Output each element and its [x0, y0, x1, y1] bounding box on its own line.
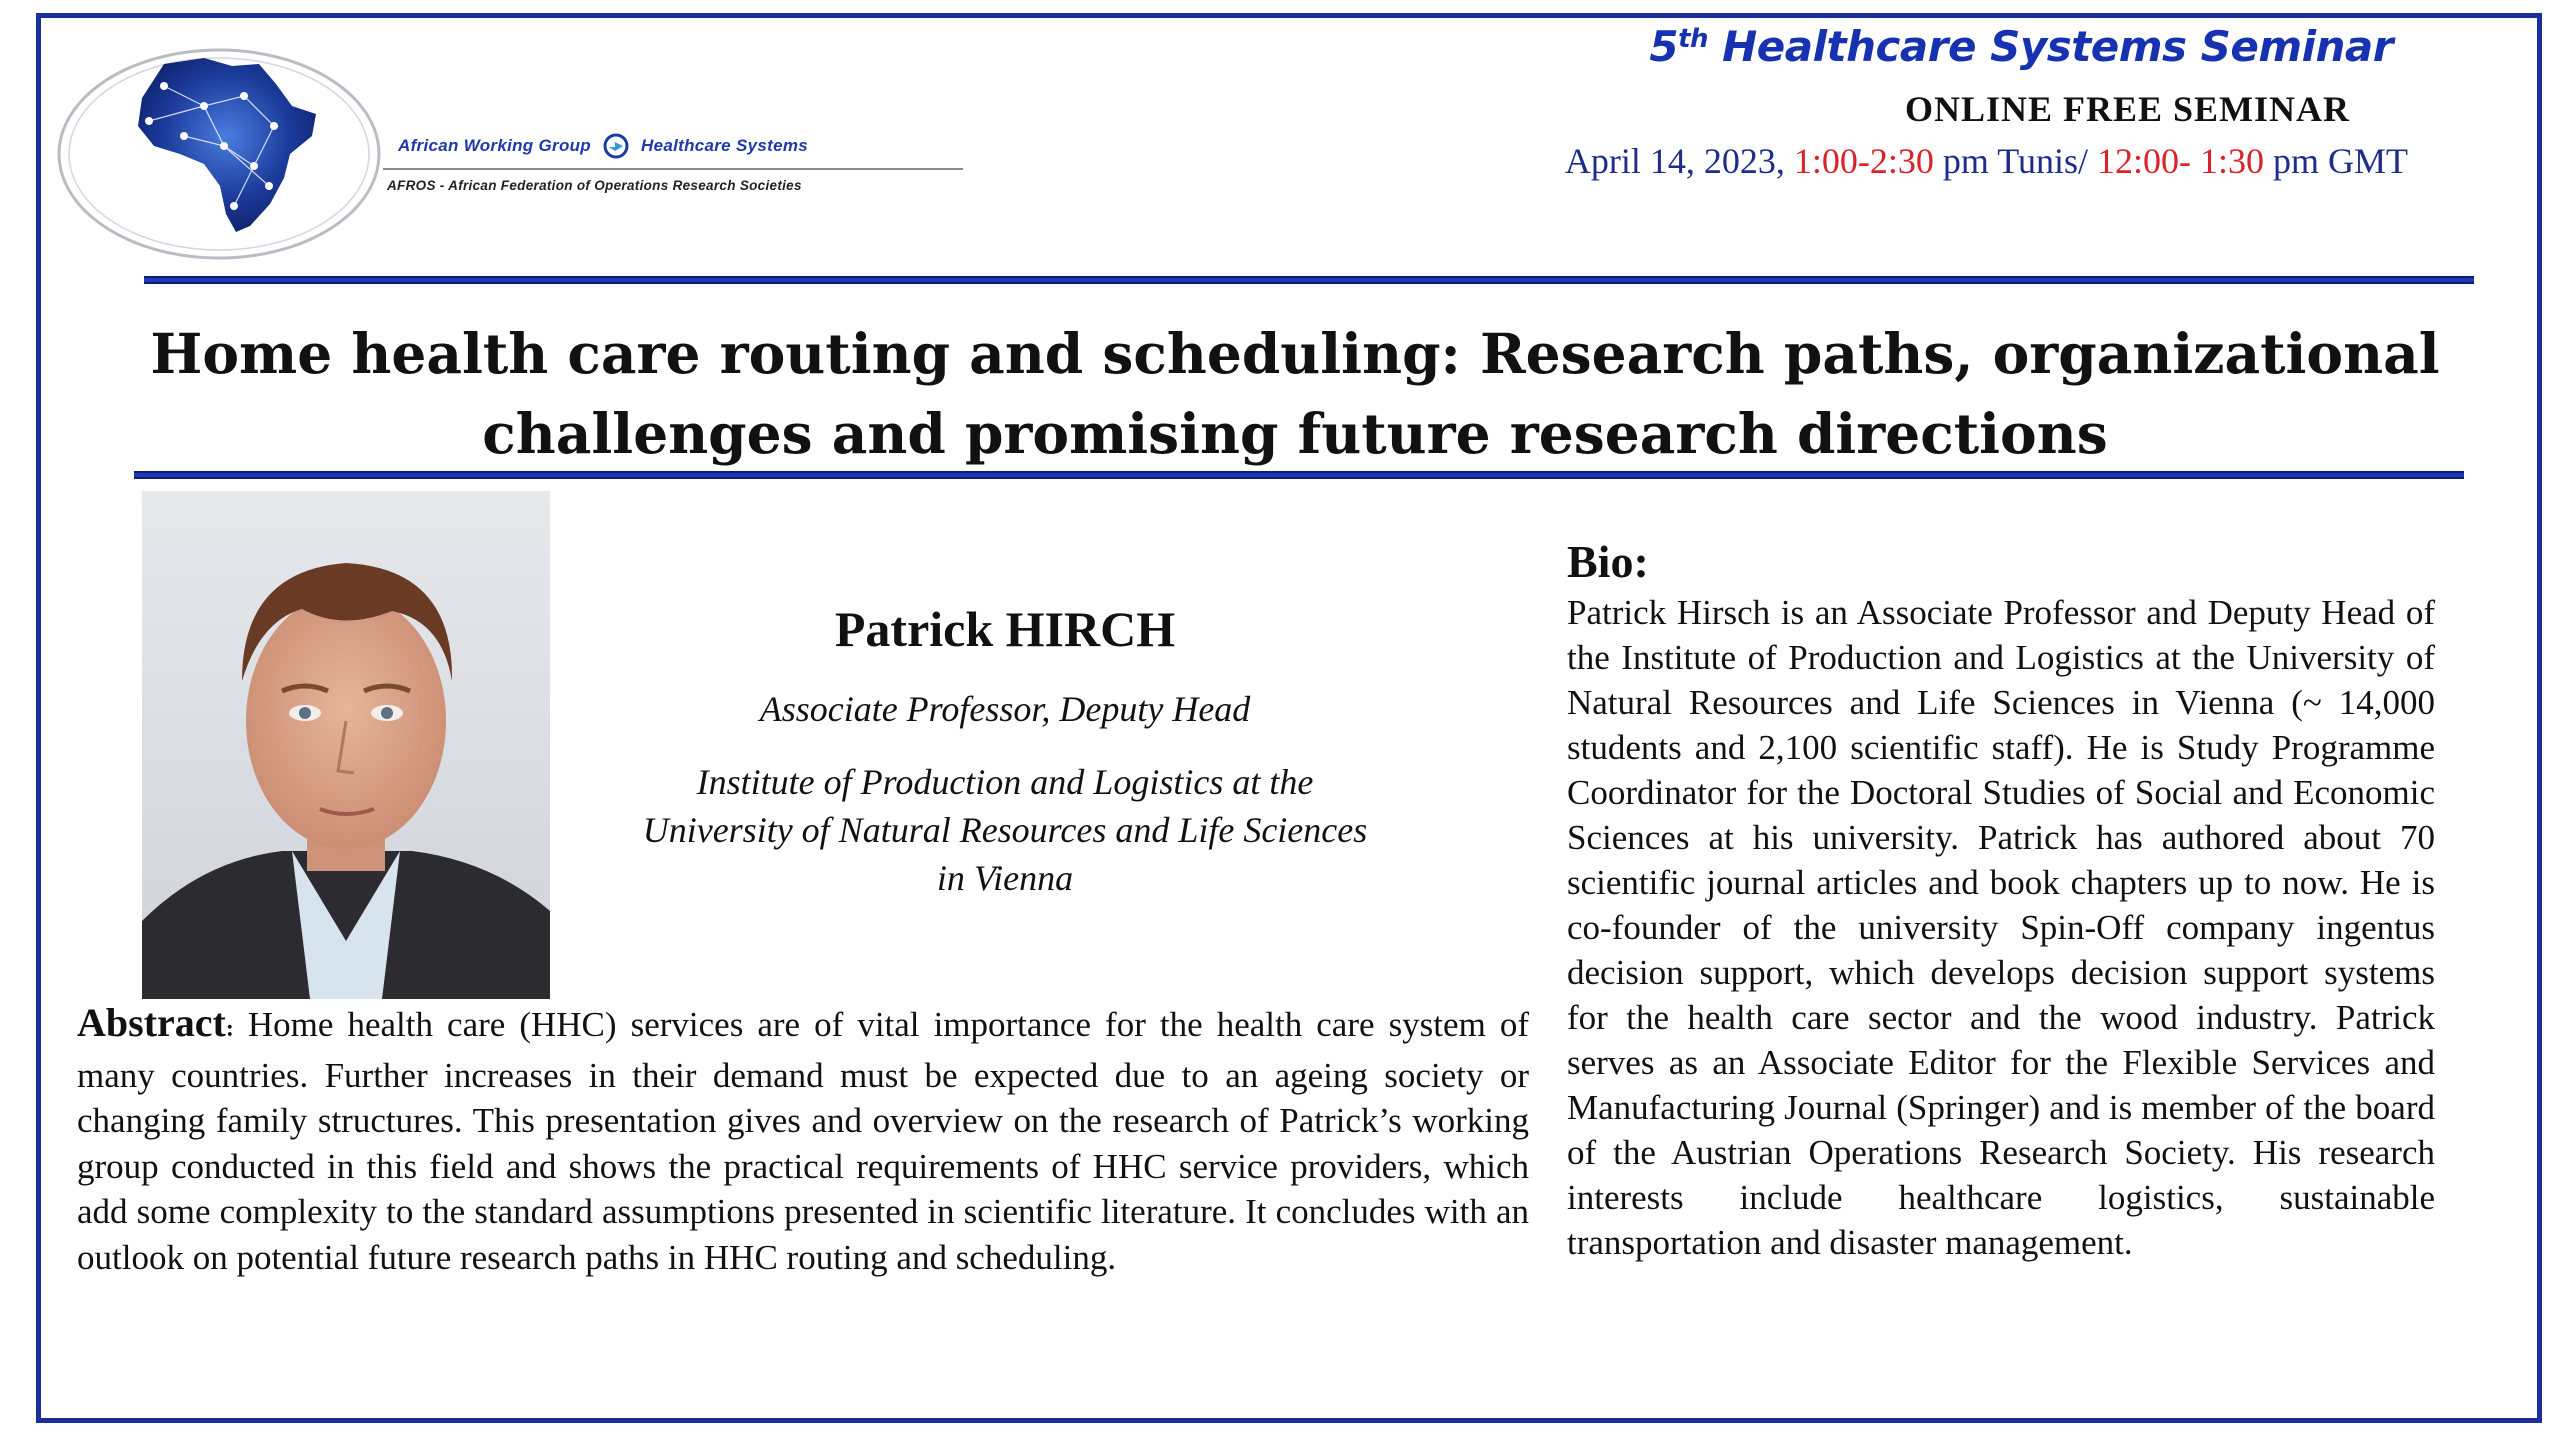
bio-text: Patrick Hirsch is an Associate Professor and Deputy Head of the Institute of Production and Logistics at the University of Natural Resources and Life Sciences in Vienna (~ 14,000 students and 2,100 scientific staff). He is Study Programme Coordinator for the Doctoral Studies of Social and Economic Sciences at his university. Patrick has authored about 70 scientific journal articles and book chapters up to now. He is co-founder of the university Spin-Off company ingentus decision support, which develops decision support systems for the health care sector and the wood industry. Patrick serves as an Associate Editor for the Flexible Services and Manufacturing Journal (Springer) and is member of the board of the Austrian Operations Research Society. His research interests include healthcare logistics, sustainable transportation and disaster management. — [1567, 593, 2435, 1262]
healthcare-emblem-icon — [603, 133, 629, 159]
talk-title — [150, 314, 2440, 474]
speaker-institute-line3: in Vienna — [936, 858, 1074, 898]
top-divider — [144, 276, 2474, 284]
bio-label: Bio: — [1567, 536, 1649, 587]
seminar-format: ONLINE FREE SEMINAR — [1904, 89, 2350, 129]
tunis-label: pm Tunis/ — [1942, 141, 2088, 181]
abstract-label: Abstract — [77, 1000, 226, 1045]
speaker-portrait — [142, 491, 550, 999]
abstract-colon: : — [225, 1016, 234, 1042]
title-divider — [134, 471, 2464, 479]
speaker-institute-line2: University of Natural Resources and Life Sciences — [642, 810, 1368, 850]
africa-network-logo-icon — [54, 36, 384, 266]
seminar-suffix: th — [1678, 24, 1709, 54]
speaker-institute — [600, 758, 1410, 902]
abstract — [77, 1000, 1529, 1280]
seminar-date: April 14, 2023, — [1564, 141, 1785, 181]
org-name-left: African Working Group — [398, 136, 591, 155]
abstract-text: Home health care (HHC) services are of vital importance for the health care system of many countries. Further increases in their demand must be expected due to an ageing society or changing family structures. This presentation gives and overview on the research of Patrick’s working group conducted in this field and shows the practical requirements of HHC service providers, which add some complexity to the standard assumptions presented in scientific literature. It concludes with an outlook on potential future research paths in HHC routing and scheduling. — [77, 1005, 1529, 1277]
speaker-name: Patrick HIRCH — [834, 601, 1176, 657]
talk-title-line1: Home health care routing and scheduling: Research paths, organizational — [150, 321, 2440, 386]
talk-title-line2: challenges and promising future research directions — [482, 401, 2108, 466]
gmt-label: pm GMT — [2273, 141, 2408, 181]
org-name-right: Healthcare Systems — [641, 136, 808, 155]
seminar-name: Healthcare Systems Seminar — [1722, 22, 2393, 71]
speaker-institute-line1: Institute of Production and Logistics at the — [696, 762, 1314, 802]
federation-name: AFROS - African Federation of Operations Research Societies — [387, 178, 802, 193]
seminar-date-time — [1565, 140, 2408, 182]
speaker-role: Associate Professor, Deputy Head — [759, 689, 1251, 729]
org-name — [398, 133, 808, 159]
seminar-number: 5 — [1649, 22, 1679, 71]
seminar-title — [1649, 22, 2393, 71]
org-divider — [383, 168, 963, 170]
time-tunis: 1:00-2:30 — [1793, 141, 1934, 181]
time-gmt: 12:00- 1:30 — [2097, 141, 2264, 181]
